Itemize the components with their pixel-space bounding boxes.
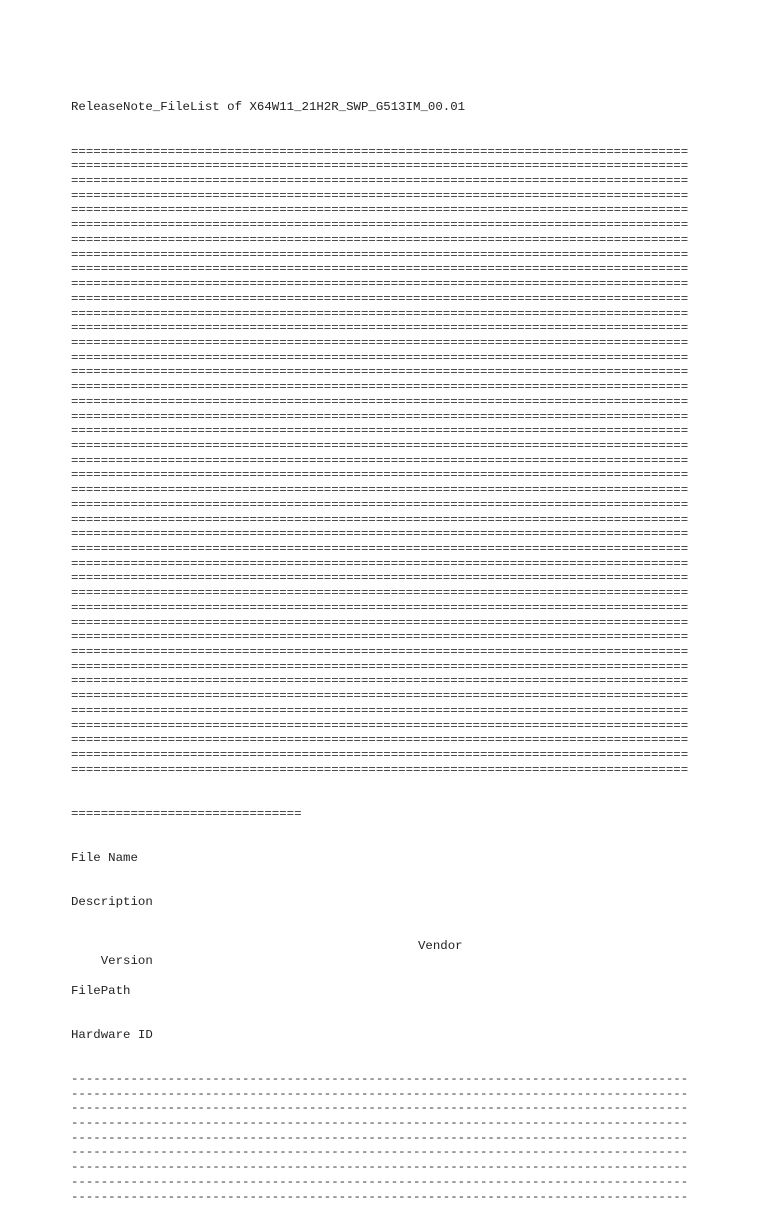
dash-line: ----------------------------------------------------------------------------------- xyxy=(71,1116,689,1131)
separator-line: =================================================================================== xyxy=(71,247,689,262)
field-file-name: File Name xyxy=(71,851,138,866)
separator-line: =================================================================================== xyxy=(71,468,689,483)
separator-line: =================================================================================== xyxy=(71,497,689,512)
separator-line: =================================================================================== xyxy=(71,453,689,468)
field-hardware-id: Hardware ID xyxy=(71,1027,153,1042)
field-version: Version xyxy=(100,954,153,969)
separator-line: =================================================================================== xyxy=(71,277,689,292)
separator-line: =================================================================================== xyxy=(71,424,689,439)
separator-line: =================================================================================== xyxy=(71,232,689,247)
release-note-document xyxy=(71,71,711,1219)
separator-line: =================================================================================== xyxy=(71,174,689,189)
document-title: ReleaseNote_FileList of X64W11_21H2R_SWP_G513IM_00.01 xyxy=(71,100,466,115)
separator-line: =================================================================================== xyxy=(71,380,689,395)
separator-line: =================================================================================== xyxy=(71,483,689,498)
dash-line: ----------------------------------------------------------------------------------- xyxy=(71,1101,689,1116)
separator-partial-line: =============================== xyxy=(71,806,302,821)
dash-line: ----------------------------------------------------------------------------------- xyxy=(71,1071,689,1086)
separator-line: =================================================================================== xyxy=(71,733,689,748)
separator-line: =================================================================================== xyxy=(71,188,689,203)
separator-line: =================================================================================== xyxy=(71,571,689,586)
separator-line: =================================================================================== xyxy=(71,586,689,601)
dash-block xyxy=(71,1072,711,1204)
separator-line: =================================================================================== xyxy=(71,218,689,233)
separator-line: =================================================================================== xyxy=(71,335,689,350)
separator-line: =================================================================================== xyxy=(71,718,689,733)
dash-line: ----------------------------------------------------------------------------------- xyxy=(71,1145,689,1160)
field-description: Description xyxy=(71,895,153,910)
separator-line: =================================================================================== xyxy=(71,527,689,542)
field-vendor: Vendor xyxy=(418,939,463,954)
separator-line: =================================================================================== xyxy=(71,159,689,174)
separator-line: =================================================================================== xyxy=(71,262,689,277)
separator-line: =================================================================================== xyxy=(71,512,689,527)
separator-line: =================================================================================== xyxy=(71,615,689,630)
dash-line: ----------------------------------------------------------------------------------- xyxy=(71,1130,689,1145)
separator-line: =================================================================================== xyxy=(71,291,689,306)
separator-line: =================================================================================== xyxy=(71,762,689,777)
version-vendor-row xyxy=(71,939,711,969)
separator-line: =================================================================================== xyxy=(71,144,689,159)
separator-line: =================================================================================== xyxy=(71,748,689,763)
separator-line: =================================================================================== xyxy=(71,556,689,571)
separator-line: =================================================================================== xyxy=(71,703,689,718)
separator-line: =================================================================================== xyxy=(71,306,689,321)
separator-line: =================================================================================== xyxy=(71,365,689,380)
separator-line: =================================================================================== xyxy=(71,674,689,689)
separator-line: =================================================================================== xyxy=(71,645,689,660)
field-filepath: FilePath xyxy=(71,983,131,998)
dash-line: ----------------------------------------------------------------------------------- xyxy=(71,1086,689,1101)
separator-line: =================================================================================== xyxy=(71,630,689,645)
separator-line: =================================================================================== xyxy=(71,542,689,556)
separator-block xyxy=(71,145,711,778)
separator-line: =================================================================================== xyxy=(71,659,689,674)
separator-line: =================================================================================== xyxy=(71,600,689,615)
separator-line: =================================================================================== xyxy=(71,350,689,365)
separator-line: =================================================================================== xyxy=(71,321,689,336)
separator-line: =================================================================================== xyxy=(71,409,689,424)
separator-line: =================================================================================== xyxy=(71,394,689,409)
separator-line: =================================================================================== xyxy=(71,203,689,218)
dash-line: ----------------------------------------------------------------------------------- xyxy=(71,1189,689,1204)
dash-line: ----------------------------------------------------------------------------------- xyxy=(71,1160,689,1175)
separator-line: =================================================================================== xyxy=(71,689,689,704)
dash-line: ----------------------------------------------------------------------------------- xyxy=(71,1174,689,1189)
separator-line: =================================================================================== xyxy=(71,438,689,453)
